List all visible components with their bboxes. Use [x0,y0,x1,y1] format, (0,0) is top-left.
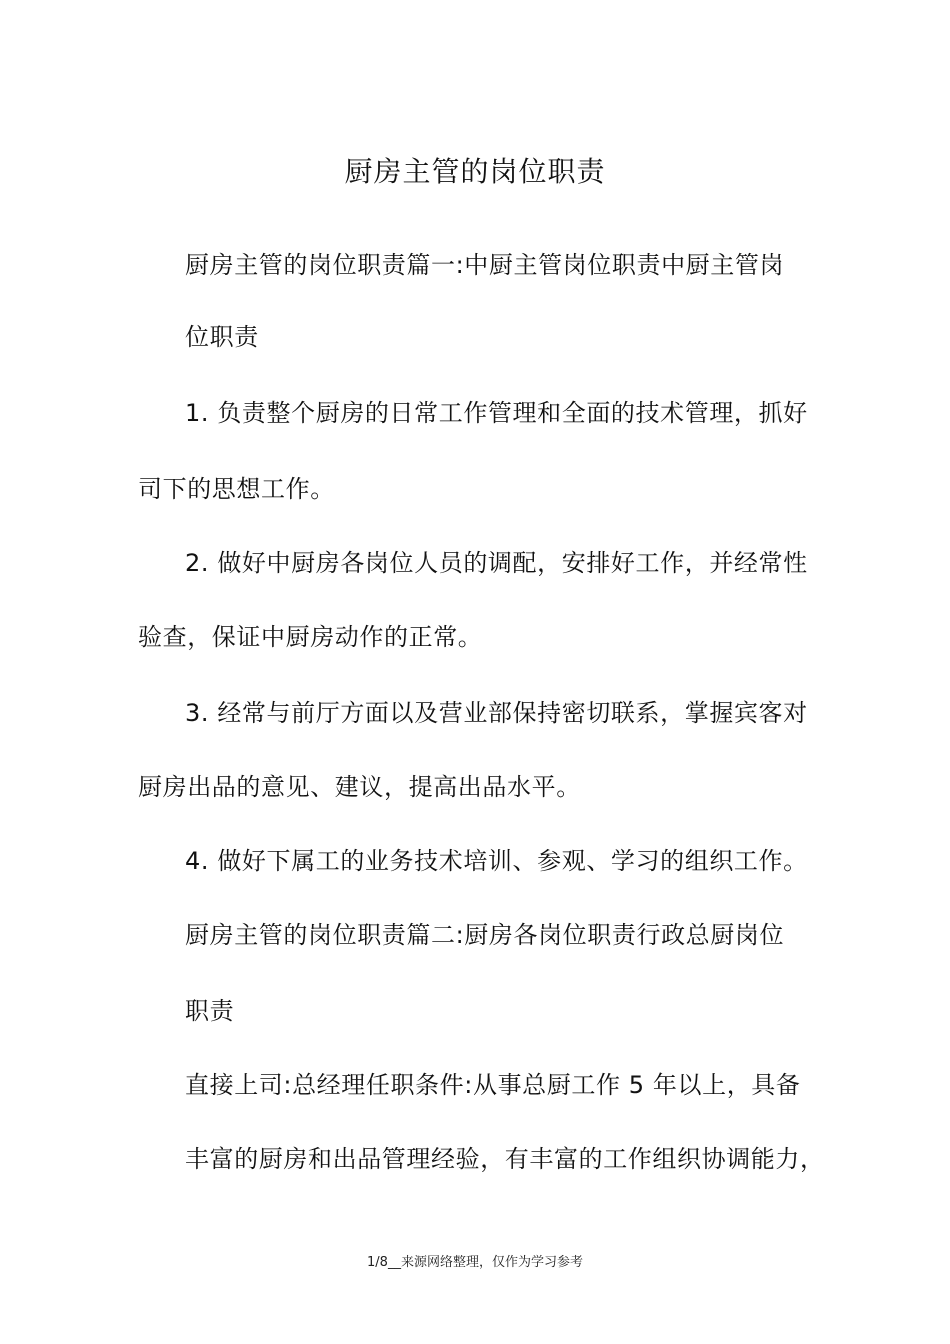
paragraph-line: 司下的思想工作。 [138,475,335,503]
paragraph-line: 位职责 [185,323,259,351]
paragraph-line: 厨房主管的岗位职责篇二:厨房各岗位职责行政总厨岗位 [185,921,785,949]
paragraph-line: 厨房出品的意见、建议，提高出品水平。 [138,773,581,801]
paragraph-line: 验查，保证中厨房动作的正常。 [138,623,483,651]
paragraph-line: 1. 负责整个厨房的日常工作管理和全面的技术管理，抓好 [185,399,808,427]
page-footer: 1/8__来源网络整理，仅作为学习参考 [367,1255,583,1270]
page-title: 厨房主管的岗位职责 [344,155,606,188]
paragraph-line: 职责 [185,997,235,1025]
paragraph-line: 厨房主管的岗位职责篇一:中厨主管岗位职责中厨主管岗 [185,251,785,279]
paragraph-line: 直接上司:总经理任职条件:从事总厨工作 5 年以上，具备 [185,1071,801,1099]
paragraph-line: 2. 做好中厨房各岗位人员的调配，安排好工作，并经常性 [185,549,808,577]
paragraph-line: 3. 经常与前厅方面以及营业部保持密切联系，掌握宾客对 [185,699,808,727]
paragraph-line: 4. 做好下属工的业务技术培训、参观、学习的组织工作。 [185,847,808,875]
paragraph-line: 丰富的厨房和出品管理经验，有丰富的工作组织协调能力， [185,1145,825,1173]
